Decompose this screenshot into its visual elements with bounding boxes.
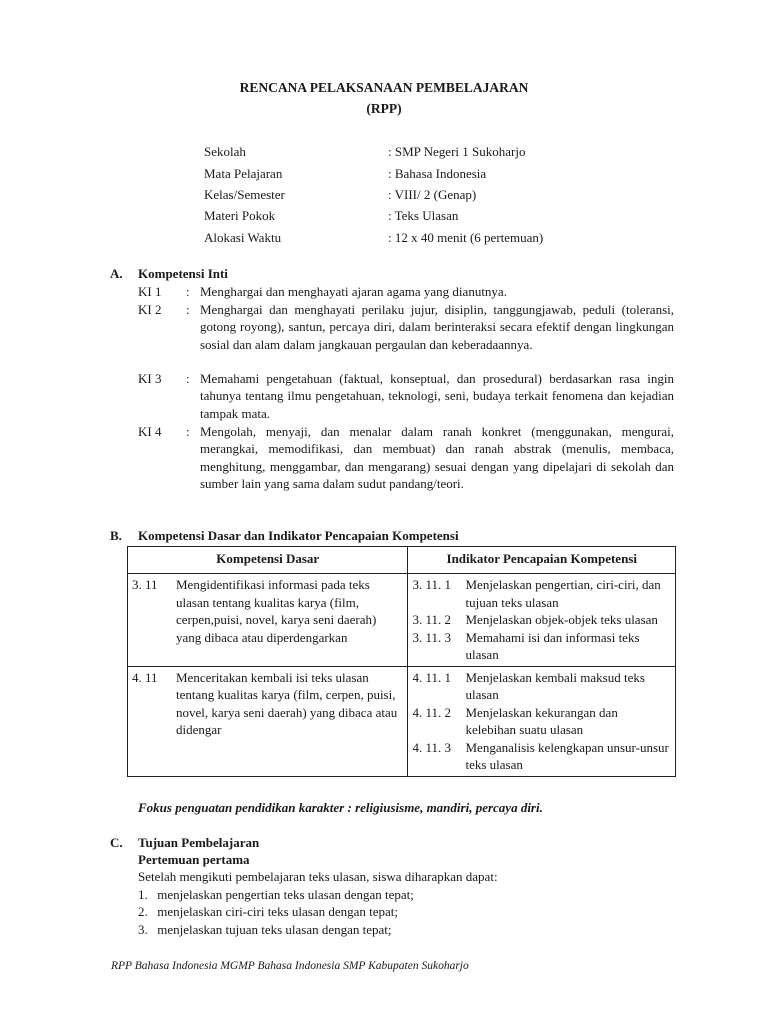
info-label: Kelas/Semester <box>204 187 285 202</box>
ki-code: KI 1 <box>138 284 162 299</box>
info-label: Alokasi Waktu <box>204 230 282 245</box>
section-letter: B. <box>110 528 122 543</box>
list-number: 3. <box>138 922 148 937</box>
ki-text: Memahami pengetahuan (faktual, konseptual, dan prosedural) berdasarkan rasa ingin tahunya tentang ilmu pengetahuan, teknologi, seni, budaya terkait fenomena dan kejadian tampak mata. <box>200 371 674 421</box>
info-row-alokasi-waktu <box>204 228 674 248</box>
table-row <box>128 666 676 776</box>
info-row-kelas-semester <box>204 185 674 205</box>
column-header-indikator: Indikator Pencapaian Kompetensi <box>408 547 676 574</box>
ki-item-4 <box>138 423 674 492</box>
kd-text: Mengidentifikasi informasi pada teks ulasan tentang kualitas karya (film, cerpen,puisi, novel, karya seni daerah) yang dibaca atau diperdengarkan <box>176 577 377 645</box>
info-label: Sekolah <box>204 144 246 159</box>
ki-text: Mengolah, menyaji, dan menalar dalam ranah konkret (menggunakan, mengurai, merangkai, memodifikasi, dan membuat) dan ranah abstrak (menulis, membaca, menghitung, menggambar, dan mengarang) sesuai dengan yang dipelajari di sekolah dan sumber lain yang sama dalam sudut pandang/teori. <box>200 424 674 491</box>
indicator-text: Menjelaskan kembali maksud teks ulasan <box>465 669 645 702</box>
section-title: Kompetensi Dasar dan Indikator Pencapaian Kompetensi <box>138 528 459 543</box>
info-value: : Bahasa Indonesia <box>388 166 487 181</box>
section-a-heading <box>110 265 670 282</box>
indicator-number: 4. 11. 2 <box>412 704 452 720</box>
ki-code: KI 4 <box>138 424 162 439</box>
indicator-number: 3. 11. 1 <box>412 577 452 592</box>
list-number: 1. <box>138 887 148 902</box>
indicator-text: Memahami isi dan informasi teks ulasan <box>465 629 640 662</box>
info-label: Mata Pelajaran <box>204 166 283 181</box>
ki-colon: : <box>186 371 190 386</box>
info-row-materi-pokok <box>204 206 674 226</box>
table-header-row <box>128 547 676 574</box>
ki-item-1 <box>138 283 674 300</box>
indicator-text: Menjelaskan pengertian, ciri-ciri, dan tujuan teks ulasan <box>465 577 661 610</box>
list-text: menjelaskan tujuan teks ulasan dengan tepat; <box>157 922 392 937</box>
indicator-item <box>412 704 671 739</box>
table-row <box>128 574 676 667</box>
document-subtitle: (RPP) <box>366 101 402 116</box>
indicator-number: 4. 11. 1 <box>412 669 452 685</box>
indicator-number: 4. 11. 3 <box>412 739 452 755</box>
info-value: : VIII/ 2 (Genap) <box>388 187 477 202</box>
ki-text: Menghargai dan menghayati ajaran agama yang dianutnya. <box>200 284 507 299</box>
indicator-number: 3. 11. 3 <box>412 629 452 645</box>
indicator-cell <box>408 666 676 776</box>
ki-code: KI 2 <box>138 302 162 317</box>
section-c-heading <box>110 834 670 851</box>
indicator-cell <box>408 574 676 667</box>
info-label: Materi Pokok <box>204 208 276 223</box>
list-text: menjelaskan pengertian teks ulasan dengan tepat; <box>157 887 414 902</box>
indicator-text: Menjelaskan objek-objek teks ulasan <box>465 612 658 627</box>
info-row-sekolah <box>204 142 674 162</box>
section-b-heading <box>110 527 670 544</box>
page-footer: RPP Bahasa Indonesia MGMP Bahasa Indonesia SMP Kabupaten Sukoharjo <box>111 960 469 972</box>
kd-number: 3. 11 <box>132 577 158 592</box>
ki-colon: : <box>186 284 190 299</box>
ki-item-3 <box>138 370 674 422</box>
objectives-intro: Setelah mengikuti pembelajaran teks ulasan, siswa diharapkan dapat: <box>138 869 498 884</box>
kd-item <box>132 669 403 739</box>
indicator-text: Menjelaskan kekurangan dan kelebihan suatu ulasan <box>465 704 618 737</box>
indicator-number: 3. 11. 2 <box>412 612 452 627</box>
ki-text: Menghargai dan menghayati perilaku jujur, disiplin, tanggungjawab, peduli (toleransi, gotong royong), santun, percaya diri, dalam berinteraksi secara efektif dengan lingkungan sosial dan alam dalam jangkauan pergaulan dan keberadaannya. <box>200 302 674 352</box>
competency-table <box>127 546 676 777</box>
indicator-item <box>412 576 671 611</box>
list-number: 2. <box>138 904 148 919</box>
kd-cell <box>128 574 408 667</box>
list-item <box>138 921 392 939</box>
indicator-item <box>412 669 671 704</box>
character-focus-note: Fokus penguatan pendidikan karakter : religiusisme, mandiri, percaya diri. <box>138 800 543 815</box>
kd-item <box>132 576 403 646</box>
section-title: Tujuan Pembelajaran <box>138 835 260 850</box>
indicator-item <box>412 629 671 664</box>
info-value: : Teks Ulasan <box>388 208 459 223</box>
info-row-mata-pelajaran <box>204 164 674 184</box>
list-item <box>138 903 398 921</box>
info-value: : 12 x 40 menit (6 pertemuan) <box>388 230 544 245</box>
section-letter: C. <box>110 835 123 850</box>
kd-number: 4. 11 <box>132 669 158 685</box>
ki-colon: : <box>186 424 190 439</box>
list-text: menjelaskan ciri-ciri teks ulasan dengan tepat; <box>157 904 399 919</box>
section-title: Kompetensi Inti <box>138 266 228 281</box>
ki-item-2 <box>138 301 674 353</box>
section-letter: A. <box>110 266 123 281</box>
indicator-item <box>412 611 671 629</box>
column-header-kompetensi-dasar: Kompetensi Dasar <box>128 547 408 574</box>
ki-code: KI 3 <box>138 371 162 386</box>
document-title: RENCANA PELAKSANAAN PEMBELAJARAN <box>239 80 529 95</box>
list-item <box>138 886 414 904</box>
info-value: : SMP Negeri 1 Sukoharjo <box>388 144 526 159</box>
kd-text: Menceritakan kembali isi teks ulasan tentang kualitas karya (film, cerpen, puisi, novel, karya seni daerah) yang dibaca atau didengar <box>176 669 398 737</box>
meeting-subheading: Pertemuan pertama <box>138 852 250 867</box>
kd-cell <box>128 666 408 776</box>
indicator-item <box>412 739 671 774</box>
ki-colon: : <box>186 302 190 317</box>
indicator-text: Menganalisis kelengkapan unsur-unsur teks ulasan <box>465 739 669 772</box>
